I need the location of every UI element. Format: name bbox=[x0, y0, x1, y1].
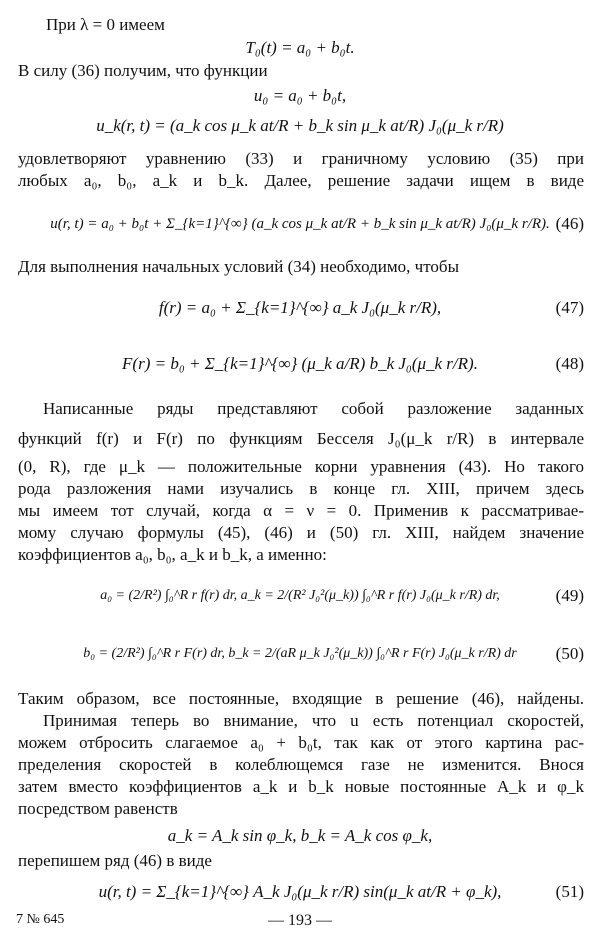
text-line: любых a₀, b₀, a_k и b_k. Далее, решение задачи ищем в виде bbox=[18, 171, 584, 190]
text-line: Для выполнения начальных условий (34) необходимо, чтобы bbox=[18, 257, 459, 276]
text-line: можем отбросить слагаемое a₀ + b₀t, так как от этого картина рас- bbox=[18, 733, 584, 752]
text-line: Принимая теперь во внимание, что u есть потенциал скоростей, bbox=[43, 711, 584, 730]
text-line: затем вместо коэффициентов a_k и b_k новые постоянные A_k и φ_k bbox=[18, 777, 584, 796]
text-line: мы имеем тот случай, когда α = ν = 0. Применив к рассматривае- bbox=[18, 501, 584, 520]
text-line: мому случаю формулы (45), (46) и (50) гл. XIII, найдем значение bbox=[18, 523, 584, 542]
text-line: перепишем ряд (46) в виде bbox=[18, 851, 212, 870]
text-line: Таким образом, все постоянные, входящие в решение (46), найдены. bbox=[18, 689, 584, 708]
text-line: удовлетворяют уравнению (33) и граничному условию (35) при bbox=[18, 149, 584, 168]
text-line: посредством равенств bbox=[18, 799, 178, 818]
text-line: В силу (36) получим, что функции bbox=[18, 61, 268, 80]
text-line: При λ = 0 имеем bbox=[46, 15, 165, 34]
text-line: коэффициентов a₀, b₀, a_k и b_k, а именно: bbox=[18, 545, 327, 564]
text-line: Написанные ряды представляют собой разложение заданных bbox=[43, 399, 584, 418]
text-line: пределения скоростей в колеблющемся газе не изменится. Внося bbox=[18, 755, 584, 774]
text-line: (0, R), где μ_k — положительные корни уравнения (43). Но такого bbox=[18, 457, 584, 476]
book-page: При λ = 0 имеем T₀(t) = a₀ + b₀t. В силу (36) получим, что функции u₀ = a₀ + b₀t, u_k(r, t) = (a_k cos μ_k at/R + b_k sin μ_k at/R) J₀(μ_k r/R) удовлетворяют уравнению (33) и граничному условию (35) при любых a₀, b₀, a_k и b_k. Далее, решение задачи ищем в виде u(r, t) = a₀ + b₀t + Σ_{k=1}^{∞} (a_k cos μ_k at/R + b_k sin μ_k at/R) J₀(μ_k r/R). (46) Для выполнения начальных условий (34) необходимо, чтобы f(r) = a₀ + Σ_{k=1}^{∞} a_k J₀(μ_k r/R), (47) F(r) = b₀ + Σ_{k=1}^{∞} (μ_k a/R) b_k J₀(μ_k r/R). (48) Написанные ряды представляют собой разложение заданных функций f(r) и F(r) по функциям Бесселя J₀(μ_k r/R) в интервале (0, R), где μ_k — положительные корни уравнения (43). Но такого рода разложения нами изучались в конце гл. XIII, причем здесь мы имеем тот случай, когда α = ν = 0. Применив к рассматривае- мому случаю формулы (45), (46) и (50) гл. XIII, найдем значение коэффициентов a₀, b₀, a_k и b_k, а именно: a₀ = (2/R²) ∫₀^R r f(r) dr, a_k = 2/(R² J₀²(μ_k)) ∫₀^R r f(r) J₀(μ_k r/R) dr, (49) b₀ = (2/R²) ∫₀^R r F(r) dr, b_k = 2/(aR μ_k J₀²(μ_k)) ∫₀^R r F(r) J₀(μ_k r/R) dr (50) Таким образом, все постоянные, входящие в решение (46), найдены. Принимая теперь во внимание, что u есть потенциал скоростей, можем отбросить слагаемое a₀ + b₀t, так как от этого картина рас- пределения скоростей в колеблющемся газе не изменится. Внося затем вместо коэффициентов a_k и b_k новые постоянные A_k и φ_k посредством равенств a_k = A_k sin φ_k, b_k = A_k cos φ_k, перепишем ряд (46) в виде u(r, t) = Σ_{k=1}^{∞} A_k J₀(μ_k r/R) sin(μ_k at/R + φ_k), (51) 7 № 645 — 193 — bbox=[0, 0, 600, 950]
printer-signature: 7 № 645 bbox=[16, 912, 65, 927]
page-number: — 193 — bbox=[268, 912, 332, 929]
text-line: рода разложения нами изучались в конце гл. XIII, причем здесь bbox=[18, 479, 584, 498]
text-line: функций f(r) и F(r) по функциям Бесселя J₀(μ_k r/R) в интервале bbox=[18, 429, 584, 448]
